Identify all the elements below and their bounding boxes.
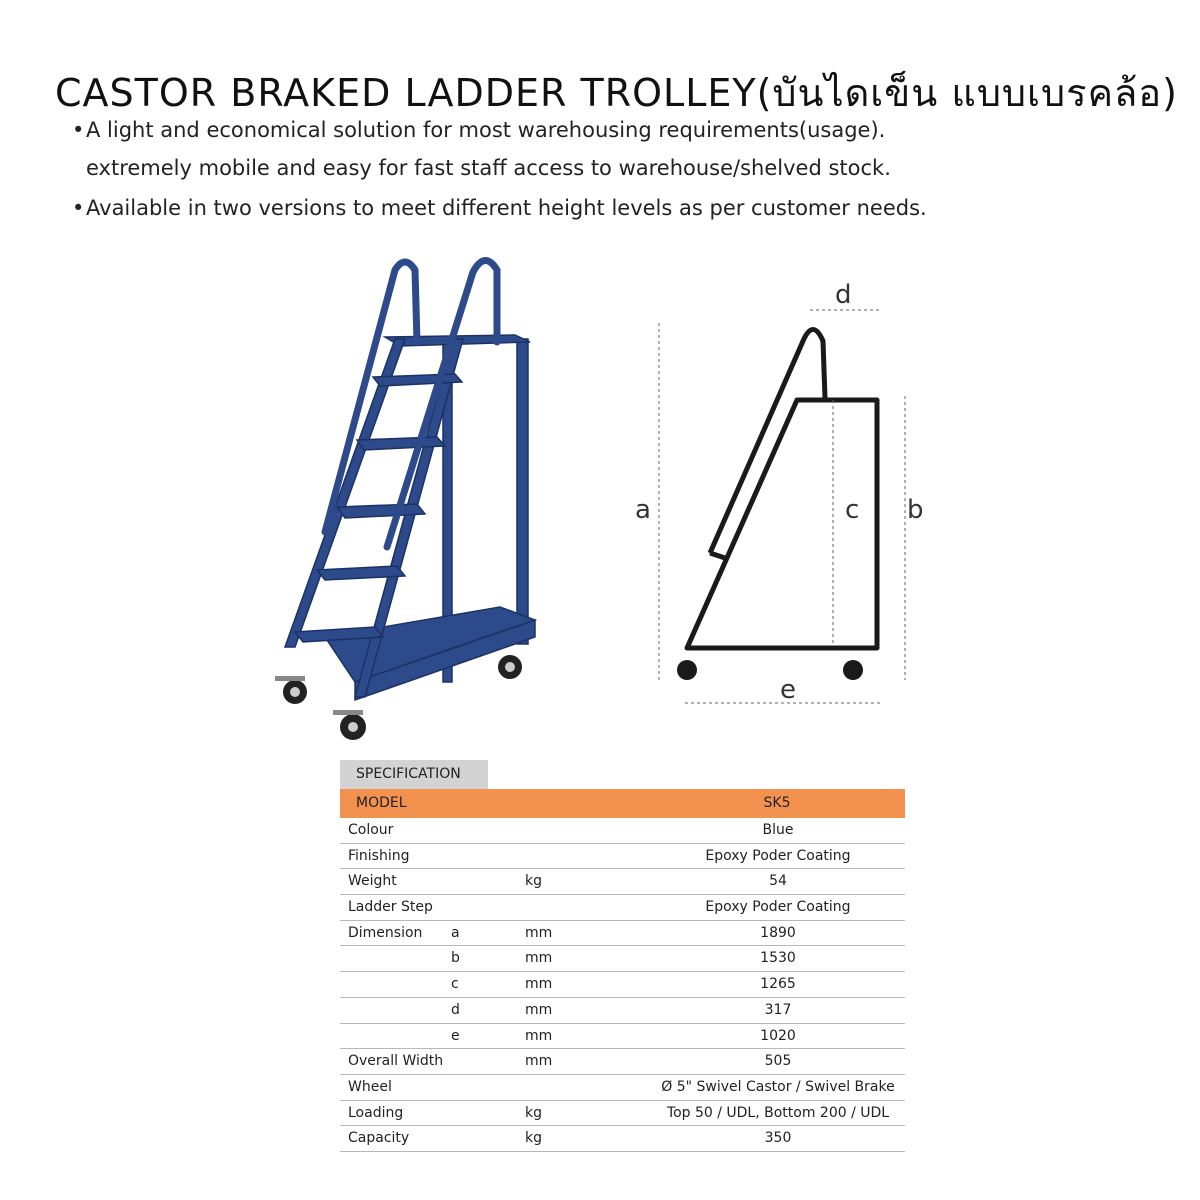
- page-title: CASTOR BRAKED LADDER TROLLEY(บันไดเข็น แบบเบรคล้อ): [55, 71, 1178, 115]
- bullet-dot-icon: •: [72, 118, 85, 142]
- model-header-row: [340, 789, 905, 818]
- dimension-diagram: [625, 278, 950, 723]
- spec-row: [340, 972, 905, 998]
- spec-row-sublabel: b: [451, 950, 460, 967]
- dimension-label-d: d: [835, 280, 852, 310]
- spec-row: [340, 1126, 905, 1152]
- spec-row-unit: kg: [525, 873, 542, 890]
- bullet-text: Available in two versions to meet different height levels as per customer needs.: [86, 196, 927, 220]
- spec-row: [340, 921, 905, 947]
- spec-row-sublabel: c: [451, 976, 459, 993]
- spec-row-value: Top 50 / UDL, Bottom 200 / UDL: [666, 1104, 890, 1121]
- spec-row-unit: mm: [525, 1027, 553, 1044]
- spec-row-value: 317: [764, 1001, 792, 1018]
- spec-row-label: Weight: [348, 873, 397, 890]
- spec-row-value: 1020: [760, 1027, 796, 1044]
- spec-row: [340, 1024, 905, 1050]
- spec-rows: [340, 818, 905, 1152]
- dimension-label-e: e: [780, 675, 796, 705]
- model-label: MODEL: [356, 795, 407, 811]
- spec-row-unit: mm: [525, 924, 553, 941]
- spec-row-label: Overall Width: [348, 1053, 444, 1070]
- spec-row-value: Blue: [762, 822, 794, 838]
- spec-row-label: Wheel: [348, 1078, 392, 1095]
- model-value: SK5: [763, 795, 791, 811]
- specification-table: [340, 760, 905, 1152]
- spec-row-value: Ø 5" Swivel Castor / Swivel Brake: [661, 1078, 895, 1095]
- spec-row-label: Capacity: [348, 1130, 410, 1147]
- spec-row-value: 1530: [760, 950, 796, 967]
- spec-row-unit: kg: [525, 1104, 542, 1121]
- bullet-text: A light and economical solution for most warehousing requirements(usage).: [86, 118, 886, 142]
- spec-row-value: 1265: [760, 976, 796, 993]
- spec-row-value: 54: [769, 873, 787, 890]
- dimension-label-b: b: [907, 495, 924, 525]
- bullet-item: [72, 118, 885, 142]
- spec-row-value: 350: [764, 1130, 792, 1147]
- spec-row: [340, 998, 905, 1024]
- spec-row-unit: mm: [525, 950, 553, 967]
- bullet-item: [72, 196, 927, 220]
- spec-row-label: Ladder Step: [348, 899, 433, 916]
- bullet-continuation: extremely mobile and easy for fast staff access to warehouse/shelved stock.: [86, 156, 891, 180]
- spec-row-unit: kg: [525, 1130, 542, 1147]
- spec-row-label: Colour: [348, 822, 394, 838]
- dimension-label-a: a: [635, 495, 651, 525]
- spec-row-value: Epoxy Poder Coating: [705, 847, 851, 864]
- spec-row-label: Dimension: [348, 924, 423, 941]
- spec-row: [340, 895, 905, 921]
- spec-row-value: 1890: [760, 924, 796, 941]
- spec-row-value: Epoxy Poder Coating: [705, 899, 851, 916]
- spec-row-unit: mm: [525, 1053, 553, 1070]
- spec-row-sublabel: d: [451, 1001, 460, 1018]
- dimension-label-c: c: [845, 495, 860, 525]
- spec-row-unit: mm: [525, 1001, 553, 1018]
- spec-row: [340, 1075, 905, 1101]
- spec-row: [340, 1101, 905, 1127]
- ladder-trolley-photo: [265, 242, 560, 747]
- spec-row-label: Finishing: [348, 847, 410, 864]
- specification-tab: SPECIFICATION: [340, 760, 488, 789]
- spec-row-sublabel: a: [451, 924, 460, 941]
- spec-row: [340, 818, 905, 844]
- spec-row: [340, 946, 905, 972]
- spec-row: [340, 1049, 905, 1075]
- spec-row-sublabel: e: [451, 1027, 460, 1044]
- spec-row: [340, 844, 905, 870]
- bullet-dot-icon: •: [72, 196, 85, 220]
- spec-row-value: 505: [764, 1053, 792, 1070]
- spec-row-unit: mm: [525, 976, 553, 993]
- spec-row-label: Loading: [348, 1104, 404, 1121]
- spec-row: [340, 869, 905, 895]
